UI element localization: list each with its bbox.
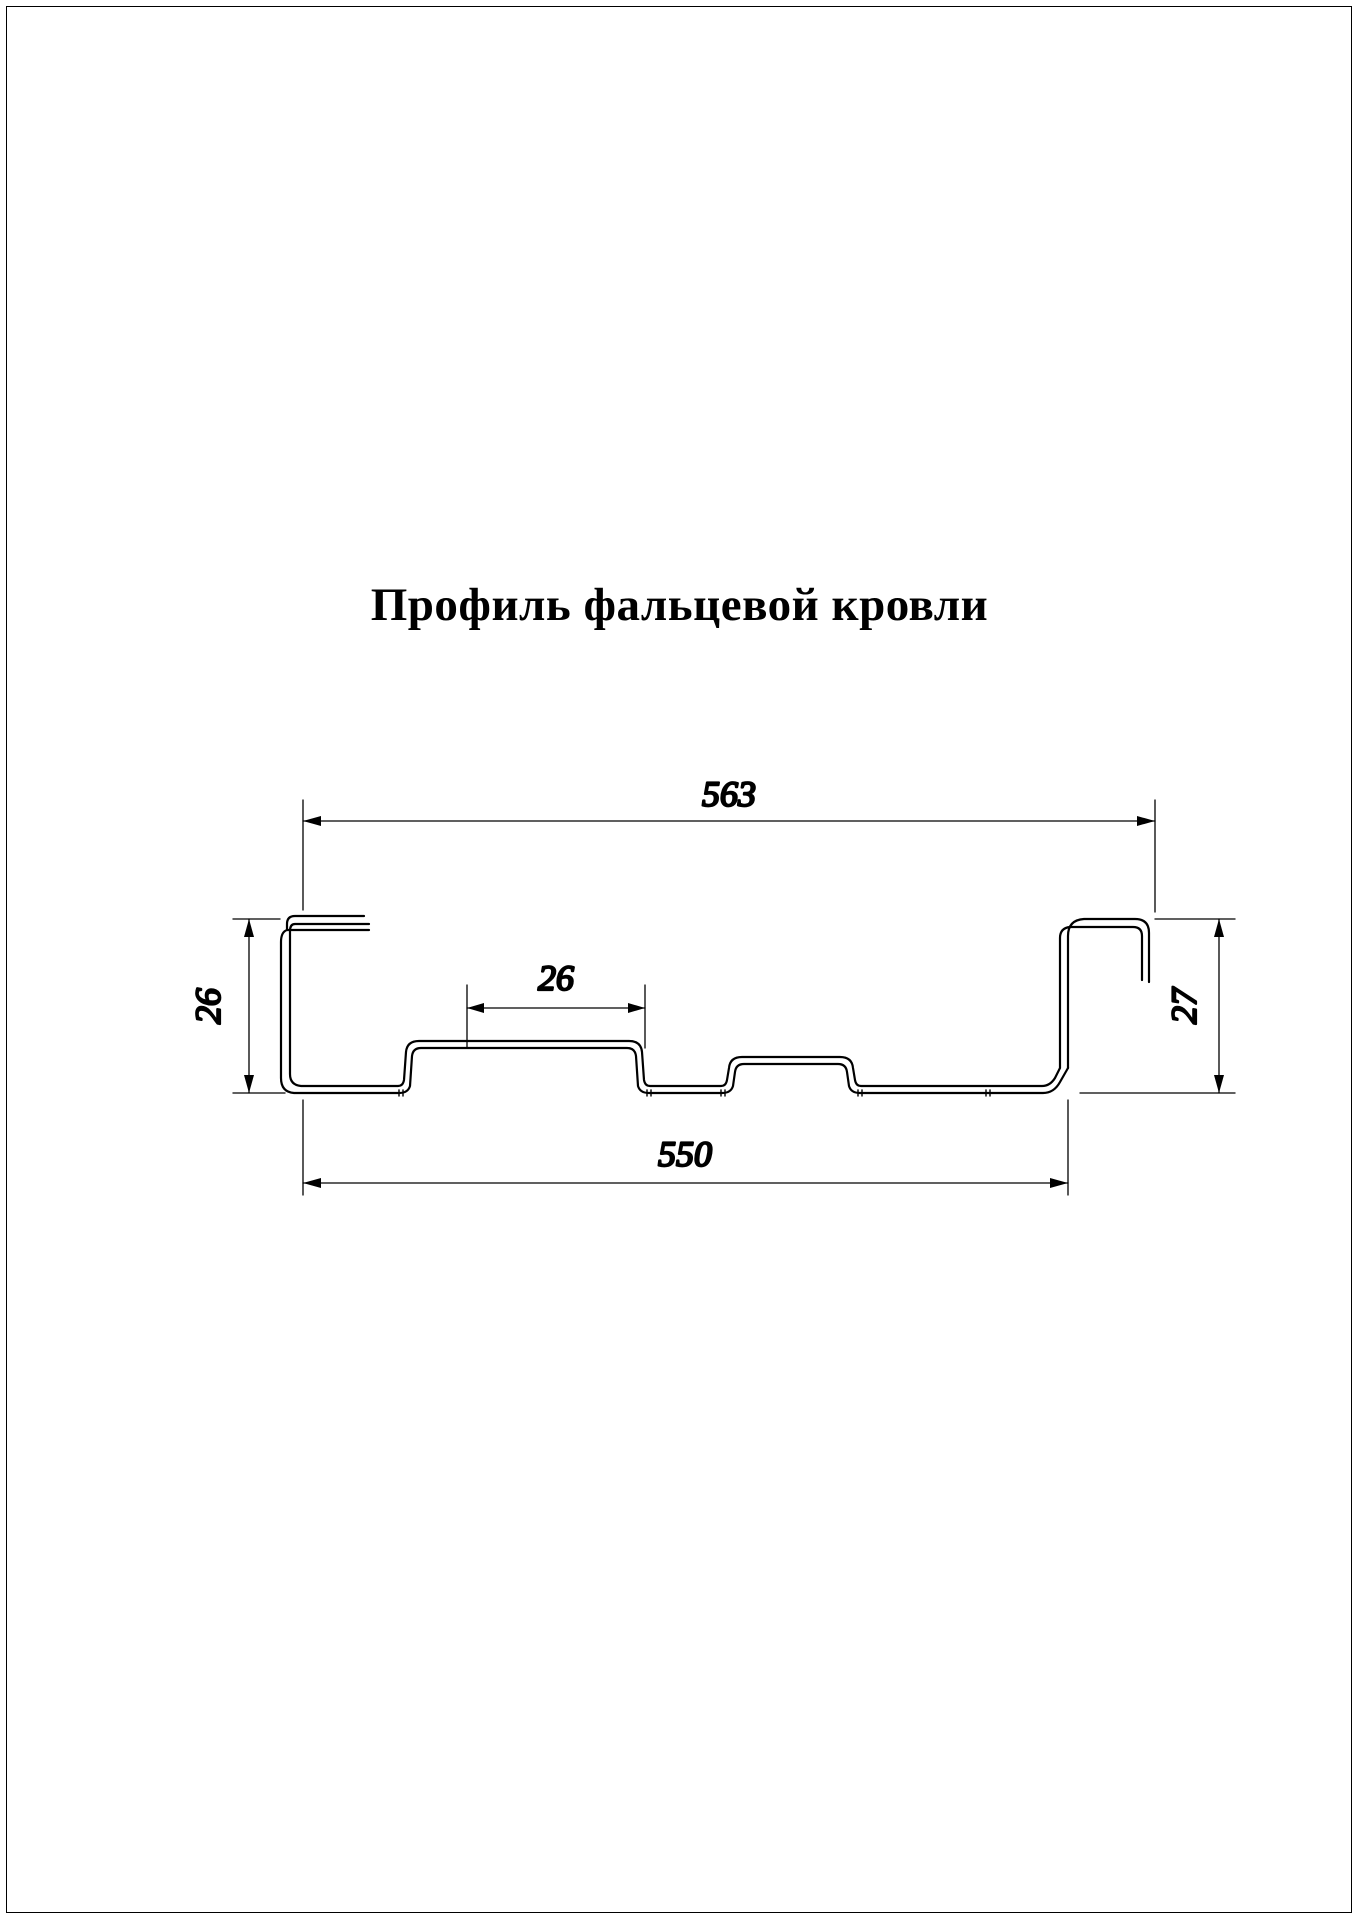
dim-label-26-height: 26 xyxy=(188,988,228,1024)
dim-label-27-height: 27 xyxy=(1164,988,1204,1024)
profile-inner-line xyxy=(290,924,1142,1086)
arrow-h27-bottom xyxy=(1214,1075,1224,1093)
arrow-26-left xyxy=(467,1003,484,1013)
arrow-550-right xyxy=(1050,1178,1068,1188)
arrow-h26-bottom xyxy=(244,1075,254,1093)
arrow-26-right xyxy=(628,1003,645,1013)
arrow-563-right xyxy=(1137,816,1155,826)
dim-label-550: 550 xyxy=(658,1134,712,1174)
arrow-h26-top xyxy=(244,919,254,937)
arrow-h27-top xyxy=(1214,919,1224,937)
dimension-563 xyxy=(303,800,1155,912)
dimension-27-height xyxy=(1080,919,1235,1093)
arrow-550-left xyxy=(303,1178,321,1188)
dim-label-563: 563 xyxy=(702,774,756,814)
page-title: Профиль фальцевой кровли xyxy=(370,579,989,631)
dimension-26-height xyxy=(233,919,285,1093)
dim-label-26-rib: 26 xyxy=(538,958,574,998)
left-web xyxy=(281,930,399,1093)
right-seam-hook xyxy=(1068,919,1149,1068)
arrow-563-left xyxy=(303,816,321,826)
